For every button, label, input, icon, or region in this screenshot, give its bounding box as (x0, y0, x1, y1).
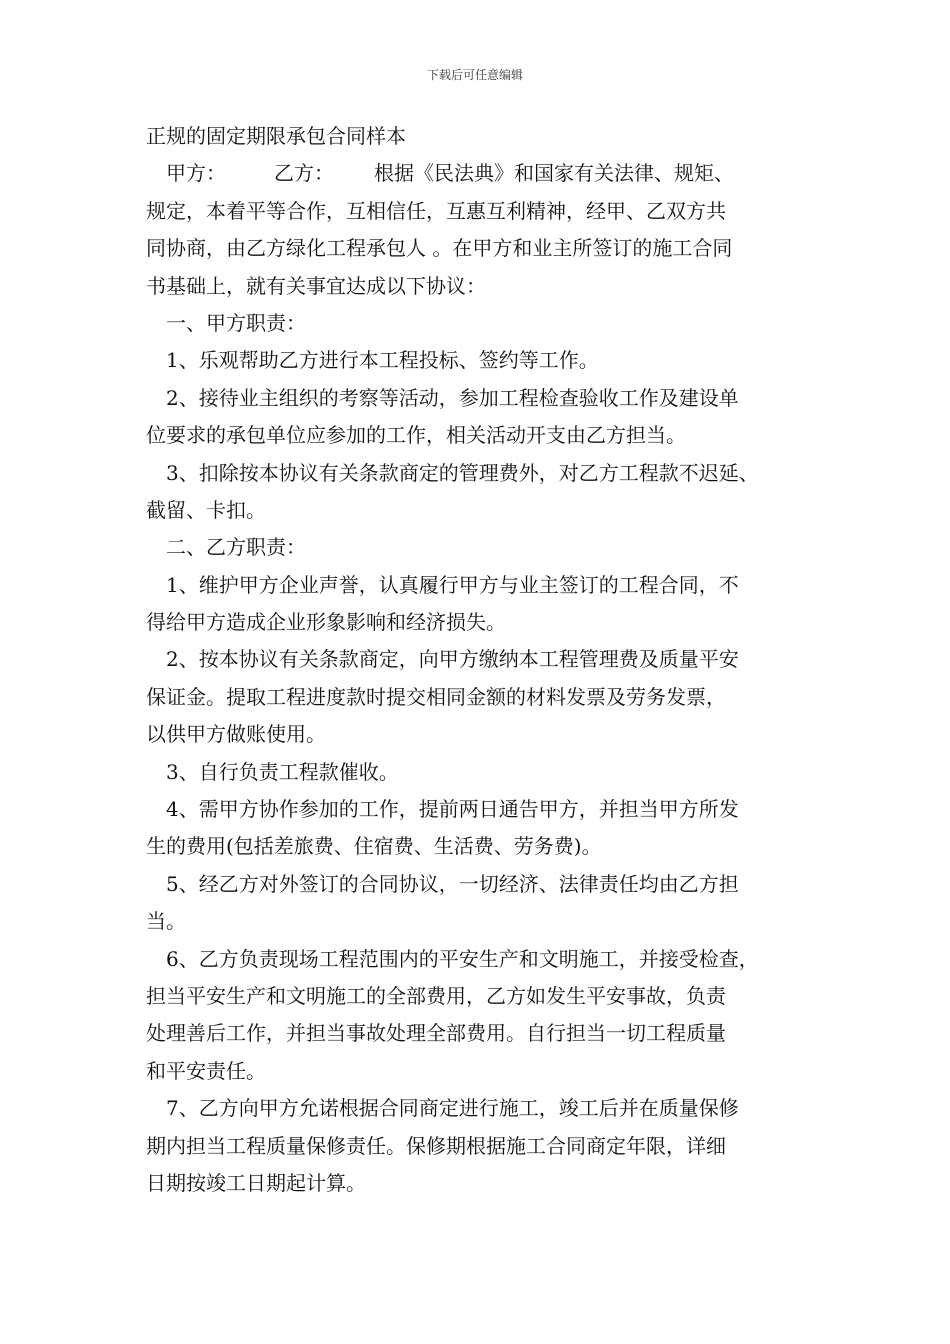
header-note: 下载后可任意编辑 (426, 68, 523, 82)
clause-line: 1、乐观帮助乙方进行本工程投标、签约等工作。 (166, 348, 599, 373)
clause-line: 7、乙方向甲方允诺根据合同商定进行施工，竣工后并在质量保修 (166, 1096, 739, 1121)
clause-line: 以供甲方做账使用。 (146, 722, 326, 747)
section-heading: 一、甲方职责： (166, 310, 306, 335)
party-a-label: 甲方： (166, 161, 226, 186)
section-heading: 二、乙方职责： (166, 535, 306, 560)
clause-line: 得给甲方造成企业形象影响和经济损失。 (146, 610, 506, 635)
clause-line: 保证金。提取工程进度款时提交相同金额的材料发票及劳务发票， (146, 684, 726, 709)
clause-line: 2、接待业主组织的考察等活动，参加工程检查验收工作及建设单 (166, 385, 739, 410)
clause-line: 4、需甲方协作参加的工作，提前两日通告甲方，并担当甲方所发 (166, 797, 739, 822)
clause-line: 1、维护甲方企业声誉，认真履行甲方与业主签订的工程合同，不 (166, 572, 739, 597)
clause-line: 和平安责任。 (146, 1058, 266, 1083)
clause-line: 处理善后工作，并担当事故处理全部费用。自行担当一切工程质量 (146, 1021, 726, 1046)
clause-line: 生的费用(包括差旅费、住宿费、生活费、劳务费)。 (146, 834, 602, 859)
intro-line: 规定，本着平等合作，互相信任，互惠互利精神，经甲、乙双方共 (146, 198, 726, 223)
clause-line: 3、扣除按本协议有关条款商定的管理费外，对乙方工程款不迟延、 (166, 460, 759, 485)
clause-line: 位要求的承包单位应参加的工作，相关活动开支由乙方担当。 (146, 423, 686, 448)
clause-line: 担当平安生产和文明施工的全部费用，乙方如发生平安事故，负责 (146, 983, 726, 1008)
intro-line: 书基础上，就有关事宜达成以下协议： (146, 273, 486, 298)
clause-line: 期内担当工程质量保修责任。保修期根据施工合同商定年限，详细 (146, 1133, 726, 1158)
clause-line: 6、乙方负责现场工程范围内的平安生产和文明施工，并接受检查， (166, 946, 759, 971)
clause-line: 3、自行负责工程款催收。 (166, 759, 399, 784)
clause-line: 截留、卡扣。 (146, 497, 266, 522)
clause-line: 5、经乙方对外签订的合同协议，一切经济、法律责任均由乙方担 (166, 871, 739, 896)
clause-line: 当。 (146, 909, 186, 934)
clause-line: 日期按竣工日期起计算。 (146, 1170, 366, 1195)
parties-line (146, 155, 826, 192)
clause-line: 2、按本协议有关条款商定，向甲方缴纳本工程管理费及质量平安 (166, 647, 739, 672)
intro-first-line: 根据《民法典》和国家有关法律、规矩、 (374, 161, 734, 186)
document-body (146, 118, 826, 1202)
intro-line: 同协商，由乙方绿化工程承包人 。在甲方和业主所签订的施工合同 (146, 236, 733, 261)
document-title: 正规的固定期限承包合同样本 (146, 124, 406, 148)
party-b-label: 乙方： (274, 161, 334, 186)
